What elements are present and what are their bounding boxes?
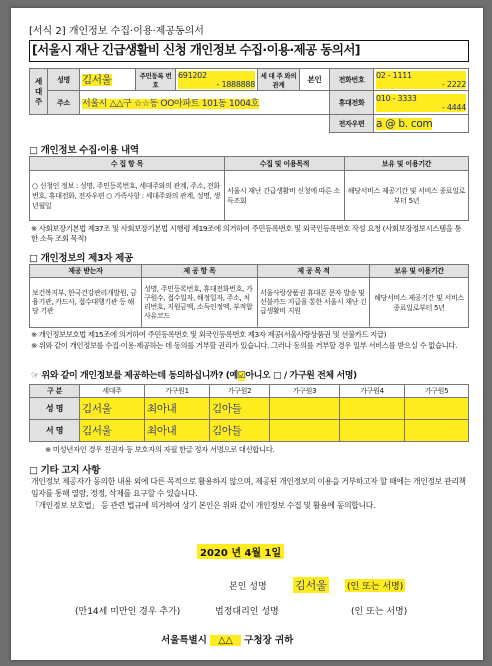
consent-header-member-5: 가구원5 — [405, 385, 469, 398]
name-cell — [80, 69, 136, 91]
phone-label: 전화번호 — [330, 69, 374, 91]
third-note-1: ※ 개인정보보호법 제15조에 의거하여 주민등록번호 및 외국인등록번호 제3자 제공(서울사랑상품권 및 선불카드 지급) — [31, 330, 387, 339]
collect-header-period: 보유 및 이용기간 — [345, 157, 469, 171]
other-body-1: 개인정보 제공자가 동의한 내용 외에 다른 목적으로 활용하지 않으며, 제공된 개인정보의 이용을 거부하고자 할 때에는 개인정보 관리책임자를 통해 열람, 정정, 삭제를 요구할 수 있습니다. — [31, 477, 466, 498]
consent-header-type: 구 분 — [30, 385, 80, 398]
collect-header-purpose: 수집 및 이용목적 — [225, 157, 345, 171]
email-cell — [374, 115, 469, 133]
collect-table — [29, 156, 469, 221]
rrn-back: - 1888888 — [178, 80, 255, 89]
mobile-label: 휴대전화 — [330, 91, 374, 115]
third-header-receiver: 제공 받는자 — [30, 265, 142, 278]
third-heading: □ 개인정보의 제3자 제공 — [29, 253, 133, 264]
consent-name-member-1: 최아내 — [147, 403, 177, 415]
self-name: 김서울 — [295, 579, 327, 592]
other-heading: □ 기타 고지 사항 — [29, 465, 100, 476]
mobile-b: - 4444 — [376, 103, 466, 112]
consent-header-member-4: 가구원4 — [340, 385, 405, 398]
consent-header-member-1: 가구원1 — [145, 385, 210, 398]
third-items: 성명, 주민등록번호, 휴대전화번호, 가구원수, 접수일자, 해정일자, 주소, 처리번호, 지원금액, 소득인정액, 부적합 사유코드 — [142, 278, 258, 328]
form-number: [서식 2] 개인정보 수집·이용·제공동의서 — [29, 26, 204, 37]
collect-items: ○ 신청인 정보 : 성명, 주민등록번호, 세대주와의 관계, 주소, 전화번호, 휴대전화, 전자우편 ○ 가족사항 : 세대주와의 관계, 성명, 생년월일 — [30, 171, 225, 221]
consent-name-householder: 김서울 — [82, 403, 112, 415]
consent-name-label: 성 명 — [30, 398, 80, 420]
minor-note: (만14세 미만인 경우 추가) — [75, 607, 181, 617]
consent-sign-member-1: 최아내 — [147, 425, 177, 437]
collect-header-items: 수 집 항 목 — [30, 157, 225, 171]
address-cell — [80, 91, 330, 115]
phone-a: 02 - 1111 — [376, 71, 466, 80]
consent-sign-member-2: 김아들 — [212, 425, 242, 437]
other-body-2: 「개인정보 보호법」 등 관련 법규에 의거하여 상기 본인은 위와 같이 개인정보 수집 및 활용에 동의합니다. — [31, 501, 376, 510]
consent-table — [29, 384, 469, 442]
consent-sign-label: 서 명 — [30, 420, 80, 442]
self-seal: (인 또는 서명) — [345, 579, 405, 592]
applicant-name: 김서울 — [82, 74, 112, 86]
third-header-items: 제 공 항 목 — [142, 265, 258, 278]
third-receiver: 보건복지부, 한국건강관리개발원, 금융기관, 카드사, 접수대행기관 등 해당 기관 — [30, 278, 142, 328]
rep-name-label: 법정대리인 성명 — [215, 607, 279, 617]
householder-side-label: 세 대 주 — [30, 69, 48, 115]
email-value: a @ b. com — [376, 117, 433, 130]
self-name-label: 본인 성명 — [229, 582, 267, 592]
addressee-district: △△ — [210, 635, 241, 646]
collect-note: ※ 사회보장기본법 제37조 및 사회보장기본법 시행령 제19조에 의거하여 주민등록번호 및 외국인등록번호 작성 요청 (사회보장정보시스템을 통한 소득 조회 목적) — [31, 224, 462, 243]
addressee: 서울특별시 △△ 구청장 귀하 — [161, 635, 294, 646]
consent-sign-householder: 김서울 — [82, 425, 112, 437]
consent-header-householder: 세대주 — [80, 385, 145, 398]
consent-header-member-2: 가구원2 — [210, 385, 270, 398]
phone-b: - 2222 — [376, 80, 466, 89]
consent-question: ☞ 위와 같이 개인정보를 제공하는데 동의하십니까? (예☑아니오 □ / 가구원 전체 서명) — [31, 371, 357, 381]
consent-header-member-3: 가구원3 — [270, 385, 340, 398]
address-label: 주소 — [48, 91, 80, 115]
address-value: 서울시 △△구 ☆☆동 OO아파트 101동 1004호 — [82, 99, 260, 109]
document-title: [서울시 재난 긴급생활비 신청 개인정보 수집·이용·제공 동의서] — [29, 40, 469, 62]
third-table — [29, 264, 469, 328]
document-sheet — [11, 8, 483, 660]
rrn-front: 691202 — [178, 71, 255, 80]
mobile-cell — [374, 91, 469, 115]
applicant-table — [29, 68, 469, 133]
signing-date: 2020 년 4월 1일 — [197, 544, 284, 559]
name-label: 성명 — [48, 69, 80, 91]
rep-seal: (인 또는 서명) — [351, 607, 408, 617]
mobile-a: 010 - 3333 — [376, 94, 466, 103]
rrn-cell — [176, 69, 258, 91]
collect-purpose: 서울시 재난 긴급생활비 신청에 따른 소득조회 — [225, 171, 345, 221]
rrn-label: 주민등록 번 호 — [136, 69, 176, 91]
third-header-purpose: 제 공 목 적 — [258, 265, 370, 278]
collect-heading: □ 개인정보 수집·이용 내역 — [29, 145, 139, 156]
third-period: 해당서비스 제공기간 및 서비스 종료일로부터 5년 — [370, 278, 469, 328]
consent-yes-checkbox[interactable]: ☑ — [237, 371, 246, 381]
relation-label: 세 대 주 와의관계 — [258, 69, 300, 91]
third-purpose: 서울사랑상품권 휴대폰 문자 발송 및 선불카드 지급을 통한 서울시 재난 긴급생활비 지원 — [258, 278, 370, 328]
phone-cell — [374, 69, 469, 91]
email-label: 전자우편 — [330, 115, 374, 133]
consent-name-member-2: 김아들 — [212, 403, 242, 415]
third-note-2: ※ 위와 같이 개인정보를 수집·이용·제공하는 데 동의를 거부할 권리가 있습니다. 그러나 동의를 거부할 경우 일부 서비스를 받으실 수 없습니다. — [31, 341, 458, 350]
collect-period: 해당서비스 제공기간 및 서비스 종료일로부터 5년 — [345, 171, 469, 221]
third-header-period: 보유 및 이용기간 — [370, 265, 469, 278]
relation-value: 본인 — [300, 69, 330, 91]
consent-note: ※ 미성년자인 경우 친권자 등 보호자의 자필 한글 정자 서명으로 대신합니다. — [45, 445, 275, 454]
